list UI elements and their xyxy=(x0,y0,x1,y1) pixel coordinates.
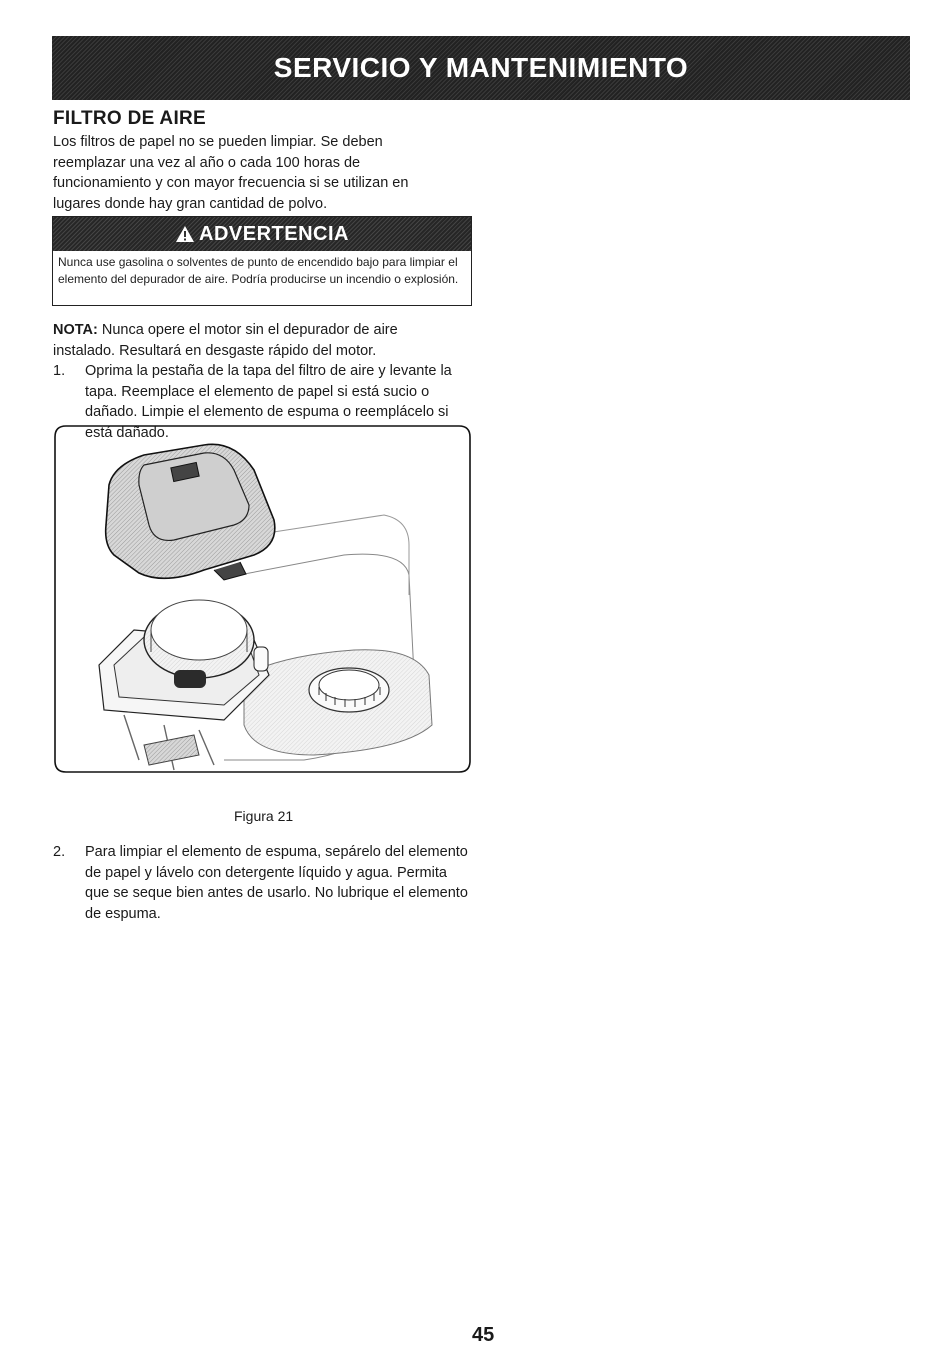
note-text: Nunca opere el motor sin el depurador de aire instalado. Resultará en desgaste rápido del motor. xyxy=(53,322,398,359)
note-paragraph xyxy=(53,320,453,361)
section-title: FILTRO DE AIRE xyxy=(53,108,207,129)
warning-header xyxy=(53,217,471,251)
warning-box xyxy=(52,216,472,306)
warning-title: ADVERTENCIA xyxy=(199,222,349,245)
figure-caption: Figura 21 xyxy=(234,808,294,824)
step-text: Oprima la pestaña de la tapa del filtro de aire y levante la tapa. Reemplace el elemento de papel si está sucio o dañado. Limpie el elemento de espuma o reemplácelo si está dañado. xyxy=(85,363,452,441)
warning-text: Nunca use gasolina o solventes de punto de encendido bajo para limpiar el elemento del depurador de aire. Podría producirse un incendio o explosión. xyxy=(58,255,459,286)
step-text: Para limpiar el elemento de espuma, sepárelo del elemento de papel y lávelo con detergente líquido y agua. Permita que se seque bien antes de usarlo. No lubrique el elemento de espuma. xyxy=(85,844,468,922)
page-number: 45 xyxy=(472,1324,495,1346)
air-filter-illustration xyxy=(54,425,471,773)
note-label: NOTA: xyxy=(53,322,98,338)
section-banner xyxy=(52,36,910,100)
banner-title: SERVICIO Y MANTENIMIENTO xyxy=(273,52,689,83)
step-number: 1. xyxy=(53,363,66,379)
air-filter-figure xyxy=(54,425,471,773)
step-number: 2. xyxy=(53,844,66,860)
warning-triangle-icon xyxy=(175,225,195,243)
intro-paragraph: Los filtros de papel no se pueden limpiar. Se deben reemplazar una vez al año o cada 100 horas de funcionamiento y con mayor frecuencia si se utilizan en lugares donde hay gran cantidad de polvo. xyxy=(53,134,409,212)
